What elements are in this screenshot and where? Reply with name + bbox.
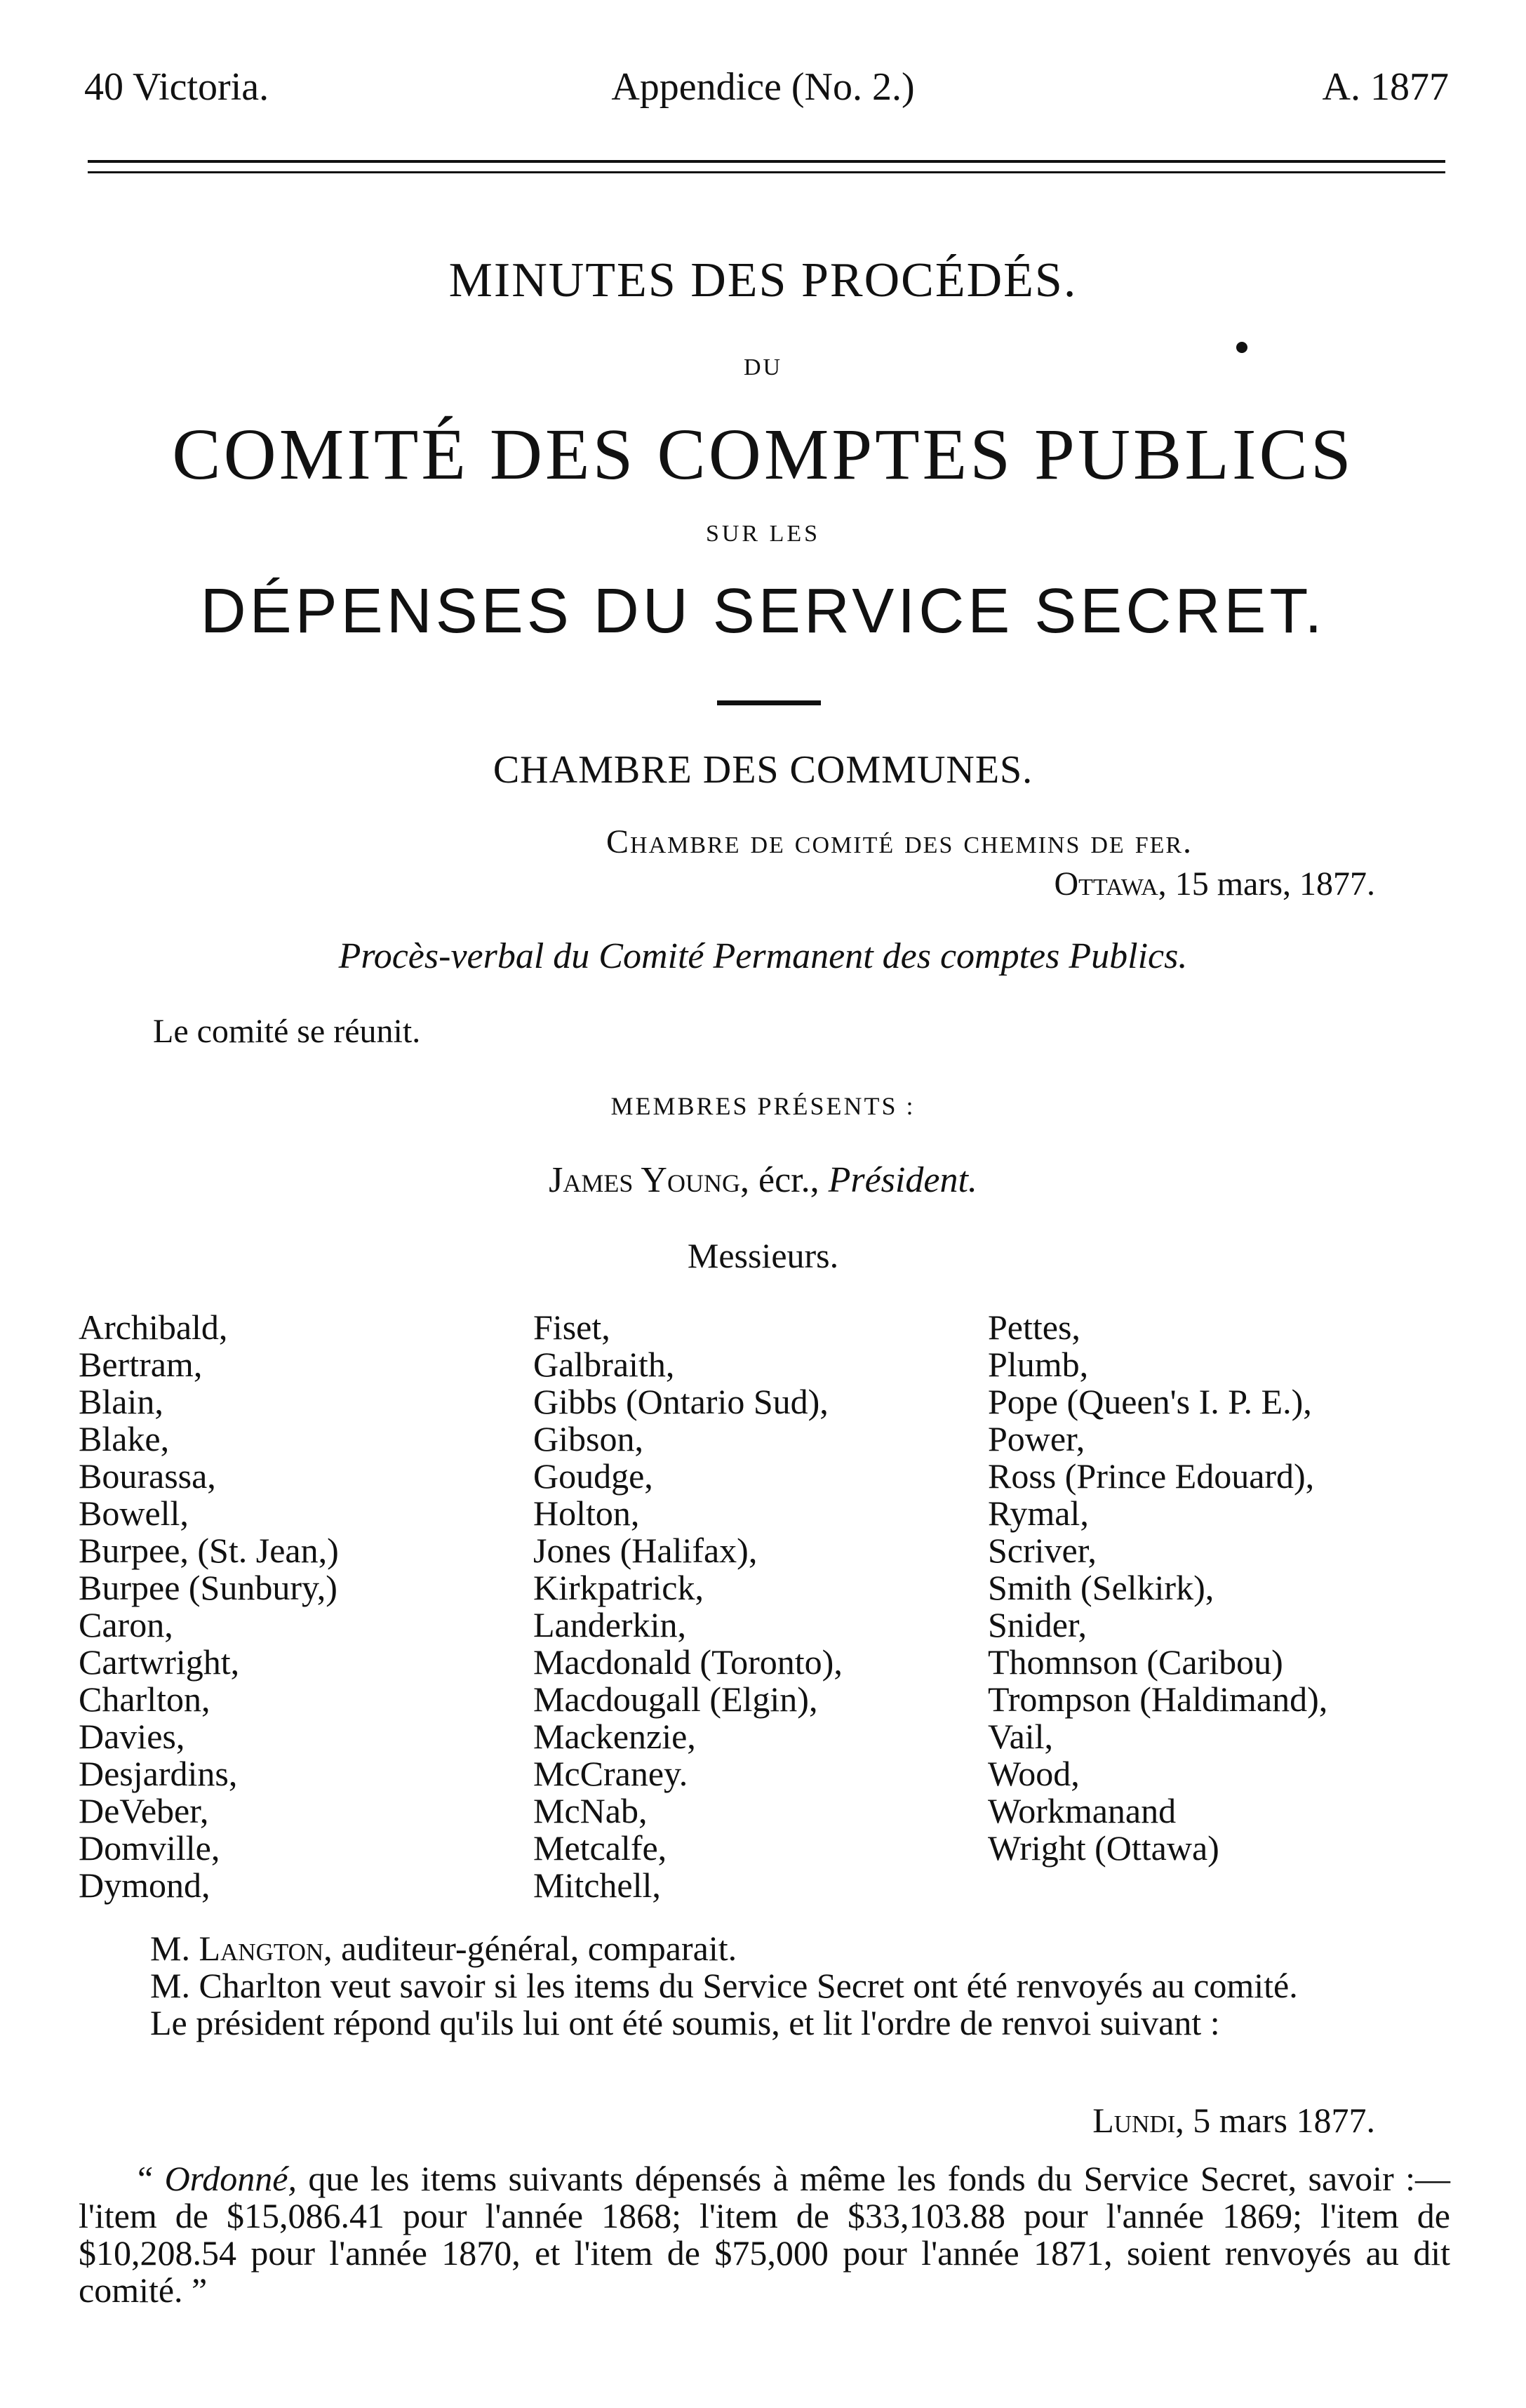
meeting-place: Chambre de comité des chemins de fer. — [606, 823, 1193, 860]
member-name: Desjardins, — [79, 1754, 238, 1793]
member-name: Thomnson (Caribou) — [988, 1642, 1283, 1682]
member-name: Vail, — [988, 1717, 1054, 1756]
member-name: Rymal, — [988, 1494, 1089, 1533]
member-name: DeVeber, — [79, 1791, 209, 1830]
member-name: Blain, — [79, 1382, 163, 1421]
header-appendix: Appendice (No. 2.) — [611, 65, 915, 109]
langton-prefix: M. — [150, 1929, 199, 1968]
president-name: James Young, — [549, 1160, 749, 1200]
proces-verbal-heading: Procès-verbal du Comité Permanent des comptes Publics. — [338, 936, 1188, 976]
meeting-date — [1055, 865, 1376, 903]
members-column-3 — [988, 1309, 1327, 1867]
title-du: DU — [743, 354, 783, 380]
title-subject: DÉPENSES DU SERVICE SECRET. — [200, 576, 1326, 646]
langton-paragraph — [150, 1928, 737, 1969]
order-text: que les items suivants dépensés à même les fonds du Service Secret, savoir :—l'item de $15,086.41 pour l'année 1868; l'item de $33,103.88 pour l'année 1869; l'item de $10,208.54 pour l'année 1870, et l'item de $75,000 pour l'année 1871, soient renvoyés au dit comité. ” — [79, 2159, 1450, 2310]
member-name: Dymond, — [79, 1865, 210, 1905]
header-year: A. 1877 — [1322, 65, 1449, 109]
member-name: Archibald, — [79, 1308, 228, 1347]
header-rule-top — [88, 160, 1445, 163]
members-column-1 — [79, 1309, 339, 1904]
title-sur-les: SUR LES — [705, 521, 821, 547]
member-name: Mackenzie, — [533, 1717, 696, 1756]
order-open-quote: “ — [138, 2159, 165, 2198]
president-role: Président. — [828, 1160, 977, 1200]
house-heading: CHAMBRE DES COMMUNES. — [493, 748, 1033, 792]
messieurs-heading: Messieurs. — [687, 1236, 839, 1275]
member-name: Fiset, — [533, 1308, 610, 1347]
member-name: Trompson (Haldimand), — [988, 1679, 1328, 1719]
member-name: Power, — [988, 1419, 1085, 1458]
member-name: Goudge, — [533, 1456, 653, 1496]
member-name: Macdonald (Toronto), — [533, 1642, 843, 1682]
member-name: Wood, — [988, 1754, 1080, 1793]
member-name: Charlton, — [79, 1679, 210, 1719]
meeting-date-text: 15 mars, 1877. — [1166, 865, 1375, 903]
member-name: Burpee, (St. Jean,) — [79, 1531, 339, 1570]
charlton-paragraph: M. Charlton veut savoir si les items du Service Secret ont été renvoyés au comité. — [150, 1966, 1298, 2005]
member-name: Bowell, — [79, 1494, 189, 1533]
member-name: Galbraith, — [533, 1345, 675, 1384]
member-name: Cartwright, — [79, 1642, 240, 1682]
member-name: Bertram, — [79, 1345, 203, 1384]
member-name: Gibson, — [533, 1419, 643, 1458]
ink-dot — [1236, 342, 1247, 353]
member-name: Landerkin, — [533, 1605, 686, 1644]
member-name: McNab, — [533, 1791, 648, 1830]
order-of-reference — [79, 2160, 1450, 2309]
member-name: Metcalfe, — [533, 1828, 667, 1868]
header-rule-bottom — [88, 171, 1445, 173]
member-name: Pettes, — [988, 1308, 1080, 1347]
president-prefix: écr., — [749, 1160, 829, 1200]
member-name: Gibbs (Ontario Sud), — [533, 1382, 829, 1421]
president-line — [0, 1159, 1526, 1201]
member-name: Scriver, — [988, 1531, 1097, 1570]
member-name: Smith (Selkirk), — [988, 1568, 1214, 1607]
meeting-city: Ottawa, — [1054, 865, 1167, 903]
member-name: Snider, — [988, 1605, 1087, 1644]
member-name: Macdougall (Elgin), — [533, 1679, 818, 1719]
committee-assembled: Le comité se réunit. — [153, 1013, 421, 1050]
member-name: Pope (Queen's I. P. E.), — [988, 1382, 1312, 1421]
member-name: Mitchell, — [533, 1865, 661, 1905]
member-name: Plumb, — [988, 1345, 1089, 1384]
member-name: Jones (Halifax), — [533, 1531, 758, 1570]
member-name: Workmanand — [988, 1791, 1177, 1830]
member-name: Bourassa, — [79, 1456, 216, 1496]
member-name: Wright (Ottawa) — [988, 1828, 1219, 1868]
langton-name: Langton, — [199, 1929, 333, 1968]
header-session: 40 Victoria. — [84, 65, 269, 109]
member-name: Kirkpatrick, — [533, 1568, 704, 1607]
president-reply-paragraph: Le président répond qu'ils lui ont été soumis, et lit l'ordre de renvoi suivant : — [150, 2003, 1220, 2042]
order-ordered: Ordonné, — [164, 2159, 297, 2198]
member-name: Domville, — [79, 1828, 220, 1868]
title-committee: COMITÉ DES COMPTES PUBLICS — [172, 414, 1354, 495]
member-name: Holton, — [533, 1494, 640, 1533]
section-divider — [717, 700, 821, 705]
member-name: Ross (Prince Edouard), — [988, 1456, 1315, 1496]
member-name: McCraney. — [533, 1754, 688, 1793]
members-present-heading: MEMBRES PRÉSENTS : — [610, 1092, 916, 1120]
langton-rest: auditeur-général, comparait. — [332, 1929, 737, 1968]
member-name: Burpee (Sunbury,) — [79, 1568, 337, 1607]
member-name: Caron, — [79, 1605, 173, 1644]
members-column-2 — [533, 1309, 843, 1904]
member-name: Blake, — [79, 1419, 170, 1458]
order-day: Lundi, — [1092, 2101, 1184, 2140]
title-minutes: MINUTES DES PROCÉDÉS. — [448, 253, 1078, 307]
member-name: Davies, — [79, 1717, 185, 1756]
order-date — [1092, 2100, 1375, 2141]
order-date-rest: 5 mars 1877. — [1184, 2101, 1375, 2140]
